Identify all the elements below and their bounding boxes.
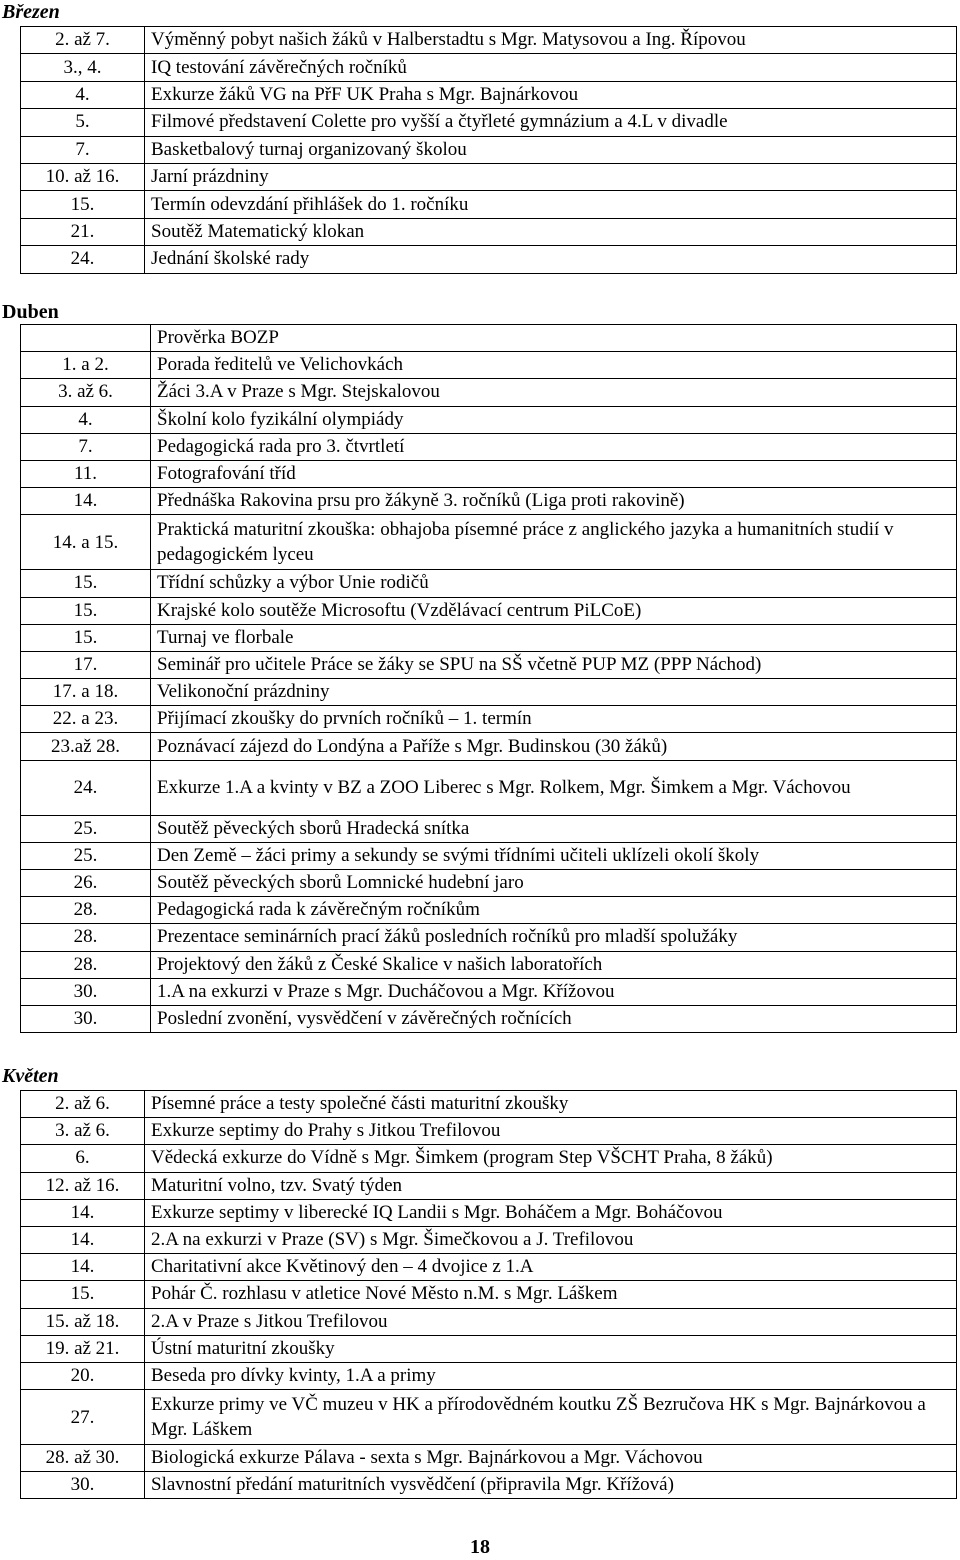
table-row bbox=[21, 246, 957, 273]
event-cell: Projektový den žáků z České Skalice v našich laboratořích bbox=[151, 951, 957, 978]
date-cell: 15. bbox=[21, 191, 145, 218]
date-cell: 20. bbox=[21, 1362, 145, 1389]
date-cell: 19. až 21. bbox=[21, 1335, 145, 1362]
event-cell: Exkurze septimy do Prahy s Jitkou Trefilovou bbox=[145, 1118, 957, 1145]
date-cell: 15. až 18. bbox=[21, 1308, 145, 1335]
table-row bbox=[21, 651, 957, 678]
event-cell: Soutěž pěveckých sborů Hradecká snítka bbox=[151, 815, 957, 842]
event-cell: Beseda pro dívky kvinty, 1.A a primy bbox=[145, 1362, 957, 1389]
event-cell: Maturitní volno, tzv. Svatý týden bbox=[145, 1172, 957, 1199]
event-cell: Výměnný pobyt našich žáků v Halberstadtu s Mgr. Matysovou a Ing. Řípovou bbox=[145, 27, 957, 54]
date-cell: 17. a 18. bbox=[21, 679, 151, 706]
date-cell: 14. bbox=[21, 1254, 145, 1281]
event-cell: Pedagogická rada k závěrečným ročníkům bbox=[151, 897, 957, 924]
table-row bbox=[21, 379, 957, 406]
date-cell: 30. bbox=[21, 1005, 151, 1032]
table-row bbox=[21, 136, 957, 163]
event-cell: Jednání školské rady bbox=[145, 246, 957, 273]
table-row bbox=[21, 1091, 957, 1118]
table-row bbox=[21, 1362, 957, 1389]
table-row bbox=[21, 1281, 957, 1308]
event-cell: Exkurze 1.A a kvinty v BZ a ZOO Liberec s Mgr. Rolkem, Mgr. Šimkem a Mgr. Váchovou bbox=[151, 760, 957, 815]
date-cell: 14. a 15. bbox=[21, 515, 151, 570]
date-cell: 30. bbox=[21, 978, 151, 1005]
event-cell: 1.A na exkurzi v Praze s Mgr. Ducháčovou a Mgr. Křížovou bbox=[151, 978, 957, 1005]
date-cell: 24. bbox=[21, 246, 145, 273]
date-cell: 28. bbox=[21, 951, 151, 978]
table-row bbox=[21, 352, 957, 379]
date-cell: 23.až 28. bbox=[21, 733, 151, 760]
table-row bbox=[21, 218, 957, 245]
event-cell: Exkurze septimy v liberecké IQ Landii s Mgr. Boháčem a Mgr. Boháčovou bbox=[145, 1199, 957, 1226]
table-row bbox=[21, 1199, 957, 1226]
event-cell: Prověrka BOZP bbox=[151, 325, 957, 352]
event-cell: Krajské kolo soutěže Microsoftu (Vzdělávací centrum PiLCoE) bbox=[151, 597, 957, 624]
date-cell: 10. až 16. bbox=[21, 163, 145, 190]
schedule-table-brezen bbox=[20, 26, 957, 274]
table-row bbox=[21, 597, 957, 624]
page-number: 18 bbox=[470, 1536, 490, 1558]
date-cell: 12. až 16. bbox=[21, 1172, 145, 1199]
table-row bbox=[21, 924, 957, 951]
table-row bbox=[21, 1145, 957, 1172]
event-cell: 2.A na exkurzi v Praze (SV) s Mgr. Šimečkovou a J. Trefilovou bbox=[145, 1226, 957, 1253]
date-cell bbox=[21, 325, 151, 352]
event-cell: Seminář pro učitele Práce se žáky se SPU na SŠ včetně PUP MZ (PPP Náchod) bbox=[151, 651, 957, 678]
date-cell: 22. a 23. bbox=[21, 706, 151, 733]
date-cell: 11. bbox=[21, 460, 151, 487]
table-row bbox=[21, 897, 957, 924]
event-cell: Ústní maturitní zkoušky bbox=[145, 1335, 957, 1362]
table-row bbox=[21, 1118, 957, 1145]
event-cell: Poznávací zájezd do Londýna a Paříže s Mgr. Budinskou (30 žáků) bbox=[151, 733, 957, 760]
table-row bbox=[21, 54, 957, 81]
date-cell: 4. bbox=[21, 406, 151, 433]
date-cell: 15. bbox=[21, 624, 151, 651]
table-row bbox=[21, 163, 957, 190]
section-title-kveten: Květen bbox=[2, 1065, 59, 1087]
table-row bbox=[21, 1445, 957, 1472]
event-cell: Jarní prázdniny bbox=[145, 163, 957, 190]
event-cell: Praktická maturitní zkouška: obhajoba písemné práce z anglického jazyka a humanitních studií v pedagogickém lyceu bbox=[151, 515, 957, 570]
event-cell: Biologická exkurze Pálava - sexta s Mgr. Bajnárkovou a Mgr. Váchovou bbox=[145, 1445, 957, 1472]
table-row bbox=[21, 1472, 957, 1499]
date-cell: 21. bbox=[21, 218, 145, 245]
event-cell: Fotografování tříd bbox=[151, 460, 957, 487]
event-cell: Velikonoční prázdniny bbox=[151, 679, 957, 706]
date-cell: 14. bbox=[21, 1226, 145, 1253]
table-row bbox=[21, 978, 957, 1005]
event-cell: IQ testování závěrečných ročníků bbox=[145, 54, 957, 81]
date-cell: 28. bbox=[21, 897, 151, 924]
schedule-table-duben bbox=[20, 324, 957, 1033]
event-cell: Prezentace seminárních prací žáků posledních ročníků pro mladší spolužáky bbox=[151, 924, 957, 951]
date-cell: 25. bbox=[21, 842, 151, 869]
date-cell: 25. bbox=[21, 815, 151, 842]
table-row bbox=[21, 706, 957, 733]
event-cell: Soutěž Matematický klokan bbox=[145, 218, 957, 245]
date-cell: 15. bbox=[21, 570, 151, 597]
date-cell: 26. bbox=[21, 870, 151, 897]
date-cell: 4. bbox=[21, 81, 145, 108]
date-cell: 2. až 7. bbox=[21, 27, 145, 54]
table-row bbox=[21, 325, 957, 352]
event-cell: Charitativní akce Květinový den – 4 dvojice z 1.A bbox=[145, 1254, 957, 1281]
table-row bbox=[21, 570, 957, 597]
event-cell: Filmové představení Colette pro vyšší a čtyřleté gymnázium a 4.L v divadle bbox=[145, 109, 957, 136]
date-cell: 24. bbox=[21, 760, 151, 815]
event-cell: Soutěž pěveckých sborů Lomnické hudební jaro bbox=[151, 870, 957, 897]
table-row bbox=[21, 81, 957, 108]
date-cell: 15. bbox=[21, 597, 151, 624]
event-cell: Porada ředitelů ve Velichovkách bbox=[151, 352, 957, 379]
table-row bbox=[21, 679, 957, 706]
table-row bbox=[21, 1308, 957, 1335]
table-row bbox=[21, 624, 957, 651]
event-cell: Třídní schůzky a výbor Unie rodičů bbox=[151, 570, 957, 597]
date-cell: 30. bbox=[21, 1472, 145, 1499]
table-row bbox=[21, 109, 957, 136]
event-cell: Slavnostní předání maturitních vysvědčení (připravila Mgr. Křížová) bbox=[145, 1472, 957, 1499]
date-cell: 3. až 6. bbox=[21, 379, 151, 406]
event-cell: Pedagogická rada pro 3. čtvrtletí bbox=[151, 433, 957, 460]
table-row bbox=[21, 27, 957, 54]
table-row bbox=[21, 1172, 957, 1199]
date-cell: 3., 4. bbox=[21, 54, 145, 81]
section-title-brezen: Březen bbox=[2, 1, 60, 23]
schedule-table-kveten bbox=[20, 1090, 957, 1499]
event-cell: Basketbalový turnaj organizovaný školou bbox=[145, 136, 957, 163]
table-row bbox=[21, 1390, 957, 1445]
date-cell: 5. bbox=[21, 109, 145, 136]
event-cell: 2.A v Praze s Jitkou Trefilovou bbox=[145, 1308, 957, 1335]
date-cell: 1. a 2. bbox=[21, 352, 151, 379]
table-row bbox=[21, 815, 957, 842]
table-row bbox=[21, 760, 957, 815]
event-cell: Vědecká exkurze do Vídně s Mgr. Šimkem (program Step VŠCHT Praha, 8 žáků) bbox=[145, 1145, 957, 1172]
date-cell: 6. bbox=[21, 1145, 145, 1172]
date-cell: 14. bbox=[21, 1199, 145, 1226]
date-cell: 28. až 30. bbox=[21, 1445, 145, 1472]
table-row bbox=[21, 1335, 957, 1362]
table-row bbox=[21, 433, 957, 460]
event-cell: Den Země – žáci primy a sekundy se svými třídními učiteli uklízeli okolí školy bbox=[151, 842, 957, 869]
table-row bbox=[21, 191, 957, 218]
table-row bbox=[21, 870, 957, 897]
date-cell: 7. bbox=[21, 136, 145, 163]
date-cell: 15. bbox=[21, 1281, 145, 1308]
date-cell: 7. bbox=[21, 433, 151, 460]
event-cell: Pohár Č. rozhlasu v atletice Nové Město n.M. s Mgr. Láškem bbox=[145, 1281, 957, 1308]
table-row bbox=[21, 733, 957, 760]
date-cell: 27. bbox=[21, 1390, 145, 1445]
date-cell: 14. bbox=[21, 488, 151, 515]
table-row bbox=[21, 842, 957, 869]
event-cell: Písemné práce a testy společné části maturitní zkoušky bbox=[145, 1091, 957, 1118]
event-cell: Turnaj ve florbale bbox=[151, 624, 957, 651]
event-cell: Přednáška Rakovina prsu pro žákyně 3. ročníků (Liga proti rakovině) bbox=[151, 488, 957, 515]
date-cell: 3. až 6. bbox=[21, 1118, 145, 1145]
event-cell: Žáci 3.A v Praze s Mgr. Stejskalovou bbox=[151, 379, 957, 406]
event-cell: Poslední zvonění, vysvědčení v závěrečných ročnících bbox=[151, 1005, 957, 1032]
event-cell: Exkurze žáků VG na PřF UK Praha s Mgr. Bajnárkovou bbox=[145, 81, 957, 108]
table-row bbox=[21, 1005, 957, 1032]
table-row bbox=[21, 406, 957, 433]
event-cell: Exkurze primy ve VČ muzeu v HK a přírodovědném koutku ZŠ Bezručova HK s Mgr. Bajnárkovou a Mgr. Láškem bbox=[145, 1390, 957, 1445]
event-cell: Termín odevzdání přihlášek do 1. ročníku bbox=[145, 191, 957, 218]
event-cell: Školní kolo fyzikální olympiády bbox=[151, 406, 957, 433]
table-row bbox=[21, 1254, 957, 1281]
date-cell: 28. bbox=[21, 924, 151, 951]
table-row bbox=[21, 488, 957, 515]
event-cell: Přijímací zkoušky do prvních ročníků – 1. termín bbox=[151, 706, 957, 733]
section-title-duben: Duben bbox=[2, 301, 59, 323]
date-cell: 2. až 6. bbox=[21, 1091, 145, 1118]
table-row bbox=[21, 1226, 957, 1253]
date-cell: 17. bbox=[21, 651, 151, 678]
table-row bbox=[21, 460, 957, 487]
table-row bbox=[21, 951, 957, 978]
table-row bbox=[21, 515, 957, 570]
